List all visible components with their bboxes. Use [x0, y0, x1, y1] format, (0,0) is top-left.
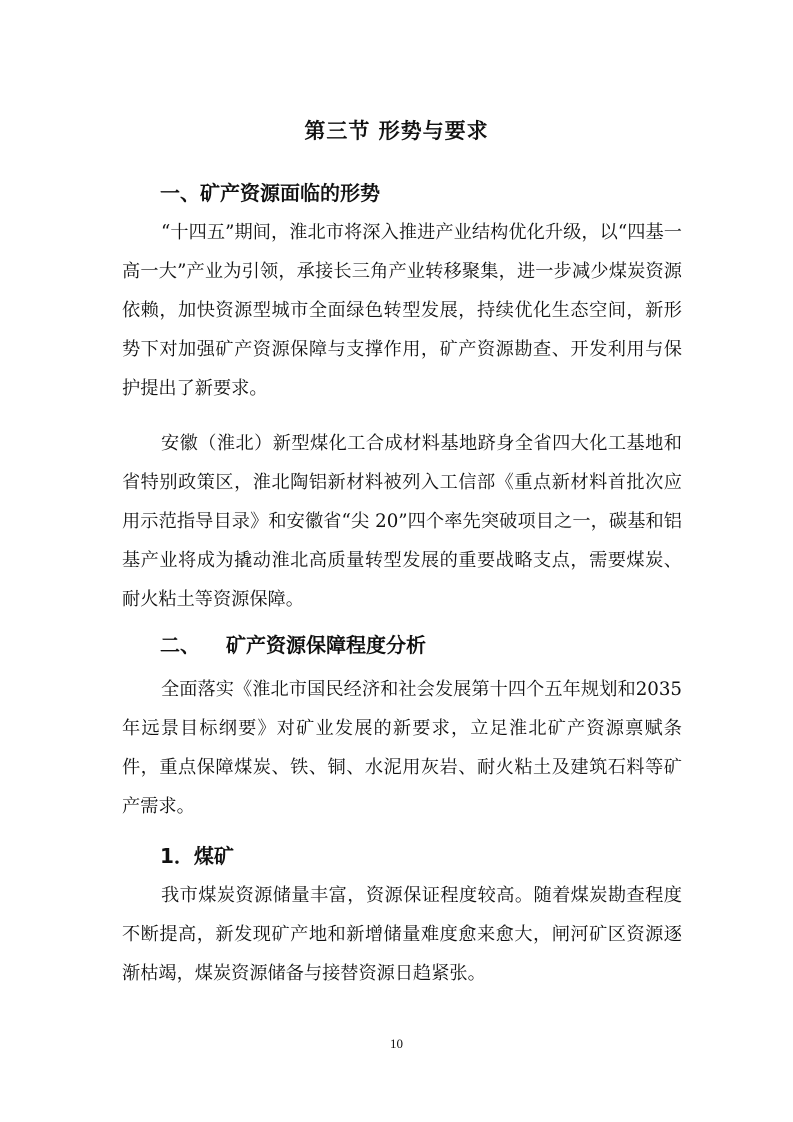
- heading-number: 二、: [160, 633, 200, 657]
- paragraph-situation: “十四五”期间，淮北市将深入推进产业结构优化升级，以“四基一高一大”产业为引领，承接长三角产业转移聚集，进一步减少煤炭资源依赖，加快资源型城市全面绿色转型发展，持续优化生态空间，新形势下对加强矿产资源保障与支撑作用，矿产资源勘查、开发利用与保护提出了新要求。: [122, 222, 682, 399]
- heading-mineral-situation: 一、矿产资源面临的形势: [160, 181, 380, 205]
- paragraph-implementation: 全面落实《淮北市国民经济和社会发展第十四个五年规划和2035年远景目标纲要》对矿业发展的新要求，立足淮北矿产资源禀赋条件，重点保障煤炭、铁、铜、水泥用灰岩、耐火粘土及建筑石料等矿产需求。: [122, 679, 682, 817]
- heading-text: 矿产资源保障程度分析: [226, 633, 426, 657]
- heading-coal-mine: 1．煤矿: [160, 844, 234, 868]
- page-number: 10: [390, 1036, 403, 1051]
- paragraph-coal: 我市煤炭资源储量丰富，资源保证程度较高。随着煤炭勘查程度不断提高，新发现矿产地和新增储量难度愈来愈大，闸河矿区资源逐渐枯竭，煤炭资源储备与接替资源日趋紧张。: [122, 885, 682, 984]
- paragraph-anhui-base: 安徽（淮北）新型煤化工合成材料基地跻身全省四大化工基地和省特别政策区，淮北陶铝新材料被列入工信部《重点新材料首批次应用示范指导目录》和安徽省“尖 20”四个率先突破项目之一，碳基和铝基产业将成为撬动淮北高质量转型发展的重要战略支点，需要煤炭、耐火粘土等资源保障。: [122, 433, 682, 610]
- heading-guarantee-analysis: [160, 630, 426, 660]
- section-title: 第三节 形势与要求: [304, 119, 489, 143]
